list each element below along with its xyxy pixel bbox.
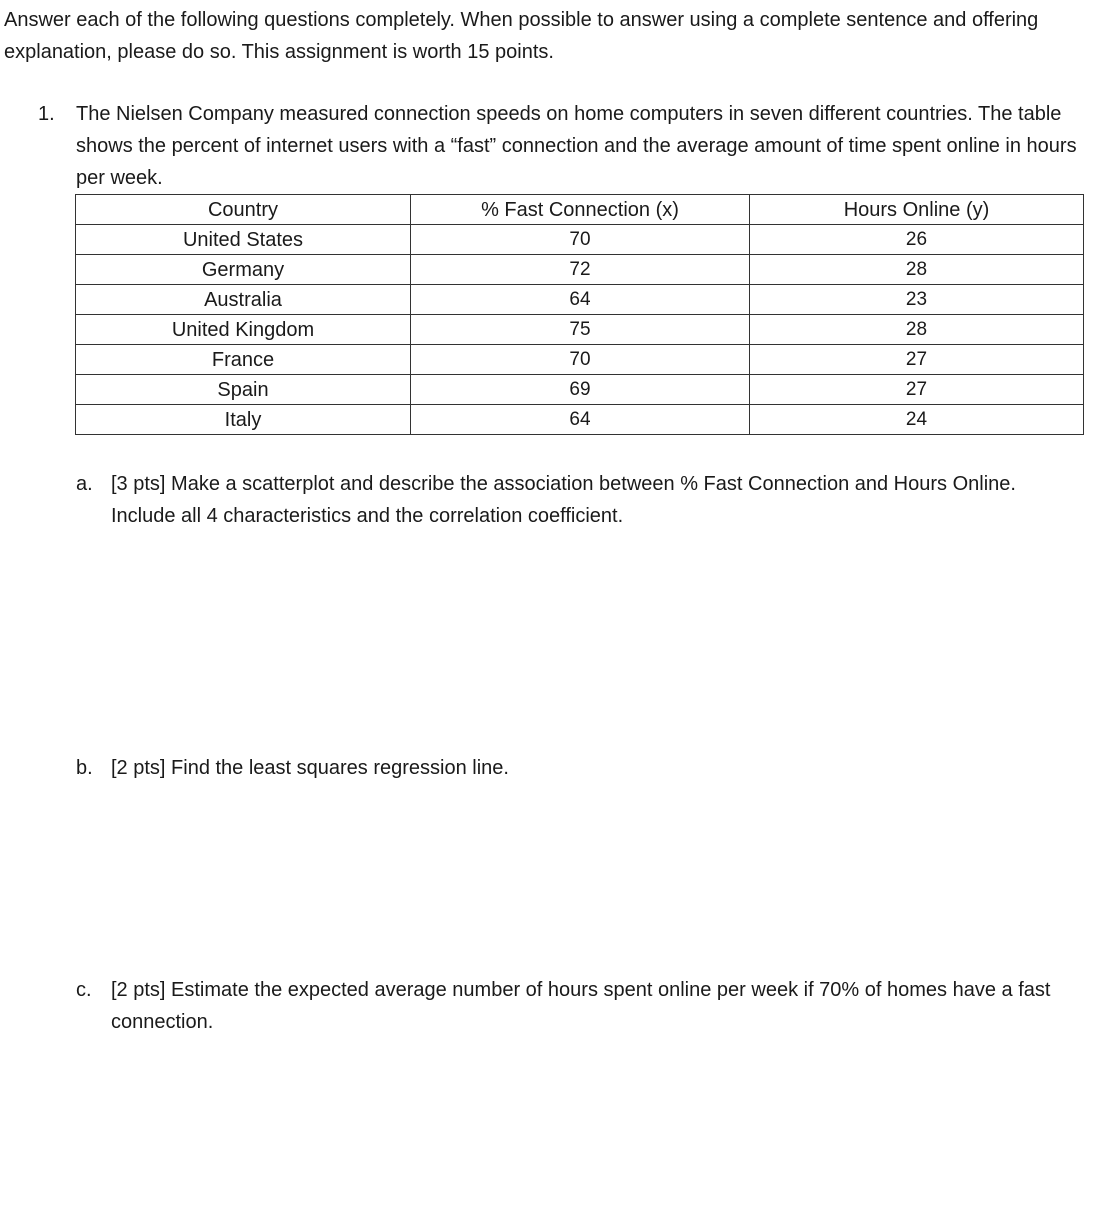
part-b-text: [2 pts] Find the least squares regression line. — [111, 757, 509, 779]
part-c-label: c. — [76, 979, 92, 1001]
country-cell: France — [76, 345, 411, 375]
country-cell: Germany — [76, 255, 411, 285]
country-cell: Australia — [76, 285, 411, 315]
part-a — [76, 468, 1076, 532]
table-row — [76, 375, 1084, 405]
hours-online-cell: 28 — [750, 255, 1084, 285]
fast-connection-cell: 69 — [411, 375, 750, 405]
hours-online-cell: 26 — [750, 225, 1084, 255]
part-b — [76, 752, 1076, 784]
country-cell: Italy — [76, 405, 411, 435]
header-country: Country — [76, 195, 411, 225]
question-text: The Nielsen Company measured connection speeds on home computers in seven different countries. The table shows the percent of internet users with a “fast” connection and the average amount of time spent online in hours per week. — [76, 103, 1077, 189]
question-number: 1. — [38, 103, 55, 125]
country-cell: United States — [76, 225, 411, 255]
part-a-label: a. — [76, 473, 93, 495]
fast-connection-cell: 70 — [411, 225, 750, 255]
header-fast-connection: % Fast Connection (x) — [411, 195, 750, 225]
hours-online-cell: 27 — [750, 375, 1084, 405]
fast-connection-cell: 70 — [411, 345, 750, 375]
data-table — [75, 194, 1084, 435]
part-a-text: [3 pts] Make a scatterplot and describe the association between % Fast Connection and Hours Online. Include all 4 characteristics and the correlation coefficient. — [111, 473, 1016, 527]
country-cell: Spain — [76, 375, 411, 405]
table-row — [76, 345, 1084, 375]
hours-online-cell: 28 — [750, 315, 1084, 345]
hours-online-cell: 27 — [750, 345, 1084, 375]
table-row — [76, 285, 1084, 315]
country-cell: United Kingdom — [76, 315, 411, 345]
table-header-row — [76, 195, 1084, 225]
table-row — [76, 405, 1084, 435]
hours-online-cell: 23 — [750, 285, 1084, 315]
table-row — [76, 255, 1084, 285]
table-row — [76, 225, 1084, 255]
hours-online-cell: 24 — [750, 405, 1084, 435]
fast-connection-cell: 72 — [411, 255, 750, 285]
header-hours-online: Hours Online (y) — [750, 195, 1084, 225]
fast-connection-cell: 64 — [411, 285, 750, 315]
instructions-text: Answer each of the following questions completely. When possible to answer using a complete sentence and offering explanation, please do so. This assignment is worth 15 points. — [4, 9, 1039, 63]
table-row — [76, 315, 1084, 345]
fast-connection-cell: 64 — [411, 405, 750, 435]
part-c-text: [2 pts] Estimate the expected average number of hours spent online per week if 70% of homes have a fast connection. — [111, 979, 1051, 1033]
part-b-label: b. — [76, 757, 93, 779]
part-c — [76, 974, 1076, 1038]
fast-connection-cell: 75 — [411, 315, 750, 345]
